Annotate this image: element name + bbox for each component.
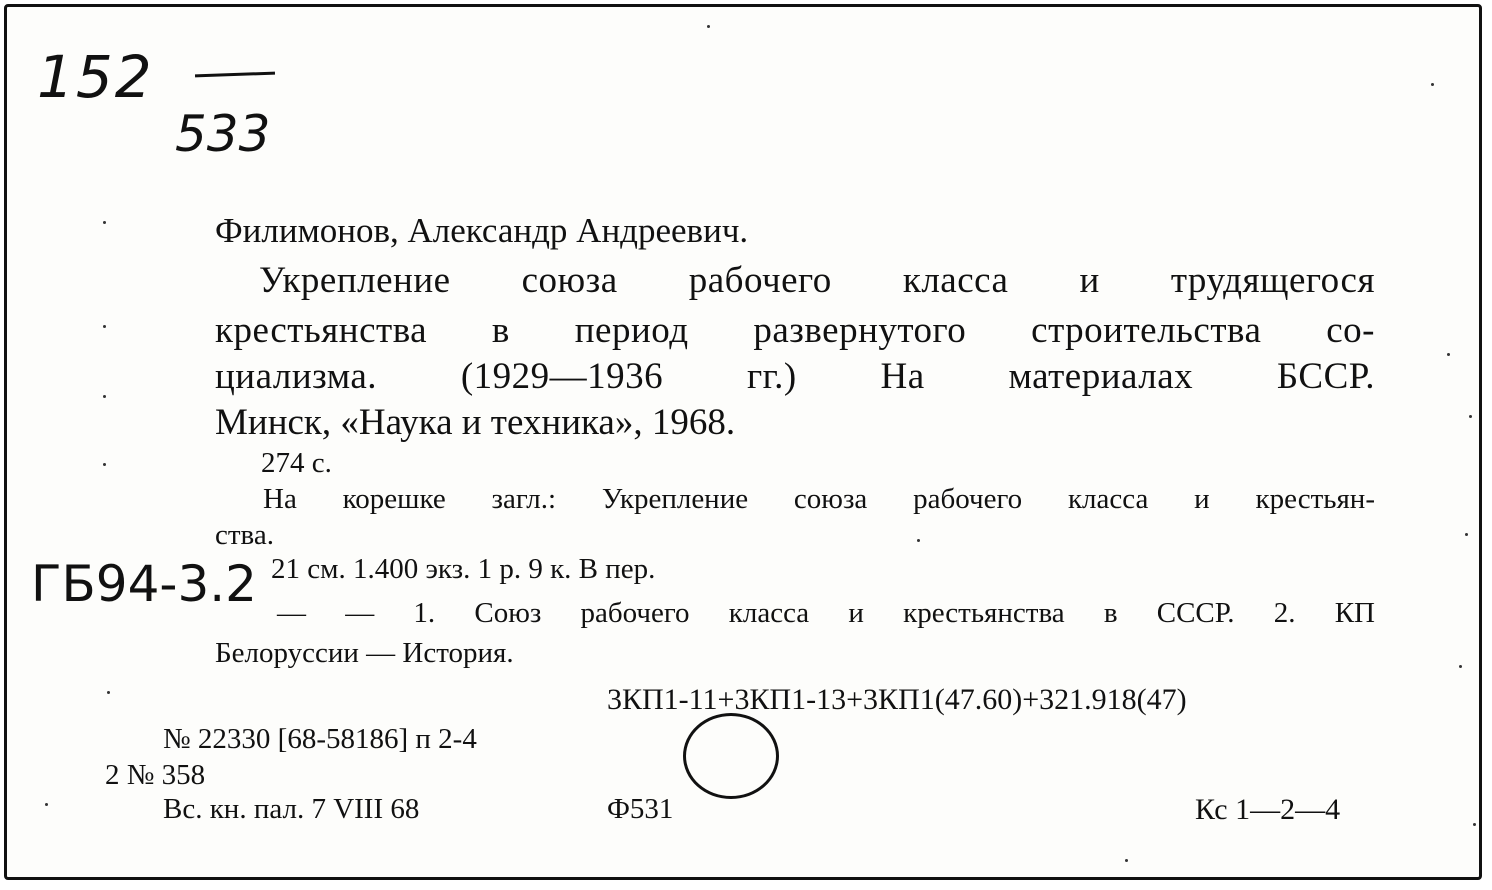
scan-speck — [1465, 533, 1468, 536]
subject-headings: — — 1. Союз рабочего класса и крестьянства в СССР. 2. КП — [277, 597, 1375, 629]
physical-description: 21 см. 1.400 экз. 1 р. 9 к. В пер. — [271, 553, 656, 585]
page-count: 274 с. — [261, 447, 332, 479]
form-code: Ф531 — [607, 793, 674, 825]
scan-speck — [107, 691, 110, 694]
imprint: Минск, «Наука и техника», 1968. — [215, 402, 736, 443]
spine-note: На корешке загл.: Укрепление союза рабочего класса и крестьян- — [263, 483, 1375, 515]
author-heading: Филимонов, Александр Андреевич. — [215, 211, 749, 250]
scan-speck — [45, 803, 48, 806]
title-line: циализма. (1929—1936 гг.) На материалах БССР. — [215, 356, 1375, 397]
scan-speck — [103, 463, 106, 466]
handwritten-fraction-line — [195, 72, 275, 78]
ks-code: Кс 1—2—4 — [1195, 793, 1341, 826]
scan-speck — [103, 221, 106, 224]
scan-speck — [103, 325, 106, 328]
subject-headings-cont: Белоруссии — История. — [215, 637, 514, 669]
scan-speck — [917, 539, 920, 542]
handwritten-number: 152 — [37, 43, 154, 111]
scan-speck — [1473, 823, 1476, 826]
catalog-card — [4, 4, 1482, 880]
scan-speck — [1469, 415, 1472, 418]
scan-speck — [707, 25, 710, 28]
classification-index: 3КП1-11+3КП1-13+3КП1(47.60)+321.918(47) — [607, 683, 1187, 716]
spine-note-cont: ства. — [215, 519, 274, 551]
title-line: Укрепление союза рабочего класса и трудящегося — [259, 260, 1375, 301]
copy-number: 2 № 358 — [105, 759, 206, 791]
scan-speck — [1459, 665, 1462, 668]
scan-speck — [1431, 83, 1434, 86]
scan-speck — [1447, 353, 1450, 356]
book-chamber-date: Вс. кн. пал. 7 VIII 68 — [163, 793, 420, 825]
scan-speck — [1125, 859, 1128, 862]
order-number: № 22330 [68-58186] п 2-4 — [163, 723, 477, 755]
punch-hole — [683, 713, 779, 799]
handwritten-denominator: 533 — [175, 105, 271, 163]
handwritten-shelf-code: ГБ94-3.2 — [31, 555, 257, 613]
scan-speck — [103, 395, 106, 398]
title-line: крестьянства в период развернутого строительства со- — [215, 310, 1375, 351]
